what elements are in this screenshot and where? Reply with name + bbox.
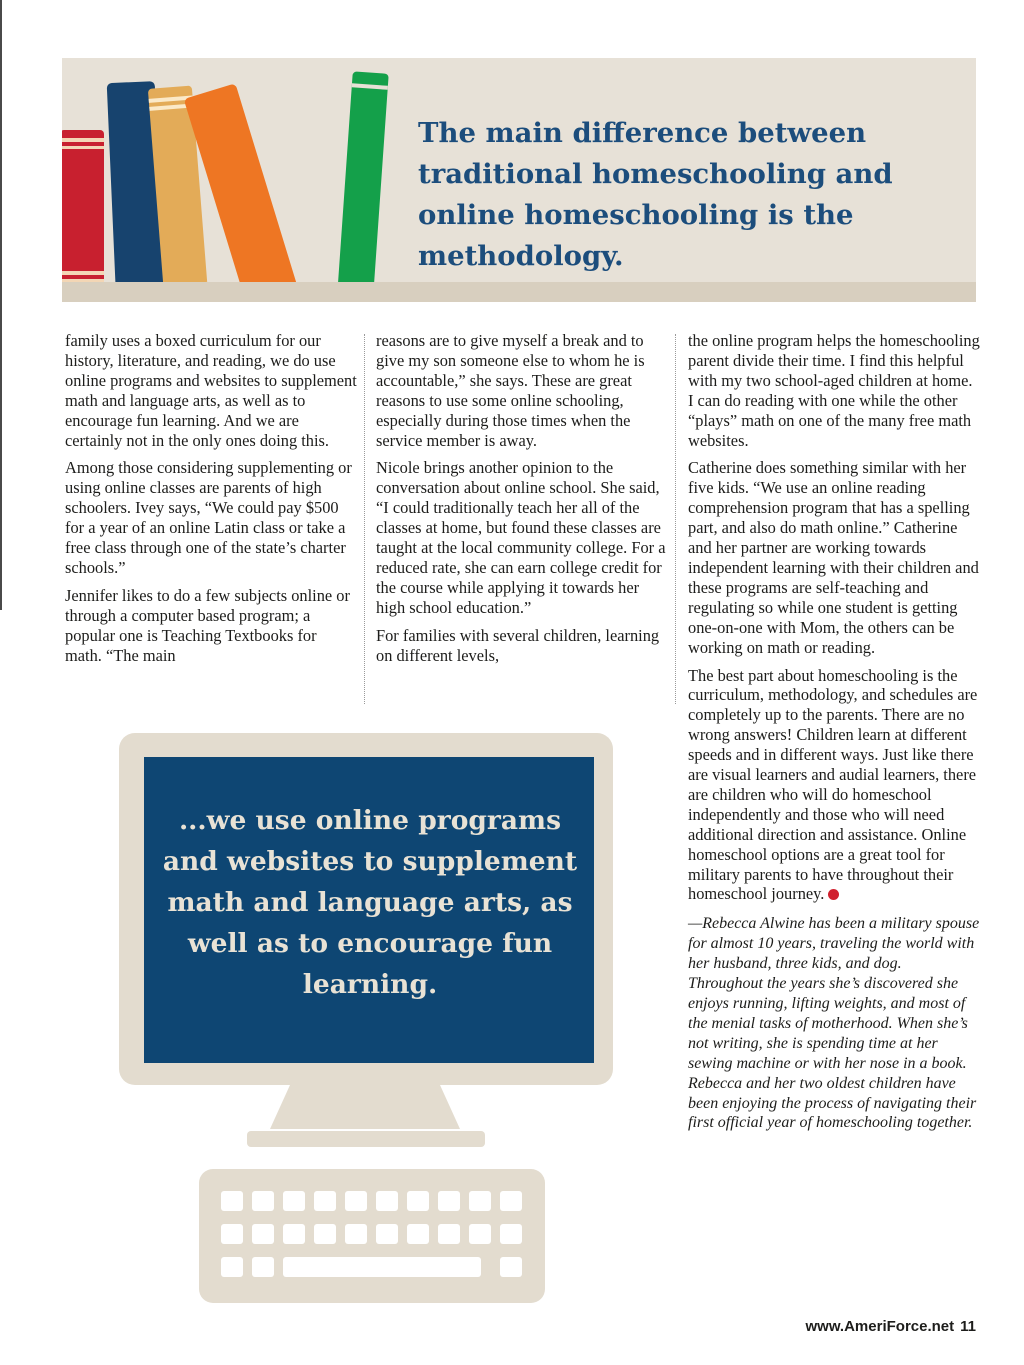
- green-book: [337, 71, 389, 302]
- screen-pull-quote: ...we use online programs and websites to supplement math and language arts, as well as to encourage fun learning.: [162, 805, 578, 1000]
- page-number: 11: [960, 1318, 976, 1335]
- paragraph: the online program helps the homeschooling parent divide their time. I find this helpful with my two school-aged children at home. I can do reading with one while the other “plays” math on one of the many free math websites.: [688, 331, 980, 450]
- books-illustration: [62, 58, 402, 302]
- closing-paragraph-text: The best part about homeschooling is the curriculum, methodology, and schedules are completely up to the parents. There are no wrong answers! Children learn at different speeds and in different ways. Just like there are visual learners and audial learners, there are children who will do homeschool independently and those who will need additional direction and assistance. Online homeschool options are a great tool for military parents to have throughout their homeschool journey.: [688, 665, 978, 904]
- monitor-stand: [270, 1085, 460, 1129]
- footer-url: www.AmeriForce.net: [805, 1318, 955, 1335]
- red-book: [62, 130, 104, 302]
- paragraph: Among those considering supplementing or using online classes are parents of high schoolers. Ivey says, “We could pay $500 for a year of an online Latin class or take a free class through one of the state’s charter schools.”: [65, 458, 352, 577]
- keyboard: [199, 1169, 545, 1303]
- author-bio: —Rebecca Alwine has been a military spouse for almost 10 years, traveling the world with her husband, three kids, and dog. Throughout the years she’s discovered she enjoys running, lifting weights, and most of the menial tasks of motherhood. When she’s not writing, she is spending time at her sewing machine or with her nose in a book. Rebecca and her two oldest children have been enjoying the process of navigating their first official year of homeschooling together.: [688, 915, 980, 1132]
- page-footer: [805, 1318, 976, 1335]
- pull-quote-headline: The main difference between traditional homeschooling and online homeschooling is the methodology.: [418, 117, 893, 272]
- column-divider: [364, 334, 365, 704]
- page-edge-line: [0, 0, 2, 610]
- end-mark-bullet-icon: [828, 889, 839, 900]
- paragraph: Nicole brings another opinion to the conversation about online school. She said, “I could traditionally teach her all of the classes at home, but found these classes are taught at the local community college. For a reduced rate, she can earn college credit for the course while applying it towards her high school education.”: [376, 458, 666, 617]
- column-divider: [675, 334, 676, 704]
- paragraph: family uses a boxed curriculum for our history, literature, and reading, we do use online programs and websites to supplement math and language arts, as well as to encourage fun learning. And we are certainly not in the only ones doing this.: [65, 331, 357, 450]
- paragraph: Catherine does something similar with her five kids. “We use an online reading comprehension program that has a spelling part, and also do math online.” Catherine and her partner are working towards independent learning with their children and these programs are self-teaching and regulating so while one student is getting one-on-one with Mom, the others can be working on math or reading.: [688, 458, 979, 657]
- article-column-3: [688, 331, 980, 1141]
- paragraph: [688, 666, 980, 905]
- pull-quote-banner: [62, 58, 976, 302]
- paragraph: reasons are to give myself a break and to give my son someone else to whom he is accountable,” she says. These are great reasons to use some online schooling, especially during those times when the service member is away.: [376, 331, 645, 450]
- monitor-base: [247, 1131, 485, 1147]
- paragraph: Jennifer likes to do a few subjects online or through a computer based program; a popular one is Teaching Textbooks for math. “The main: [65, 585, 350, 665]
- article-column-2: [376, 331, 668, 674]
- paragraph: For families with several children, learning on different levels,: [376, 625, 660, 665]
- article-column-1: [65, 331, 357, 674]
- shelf-strip: [62, 282, 976, 302]
